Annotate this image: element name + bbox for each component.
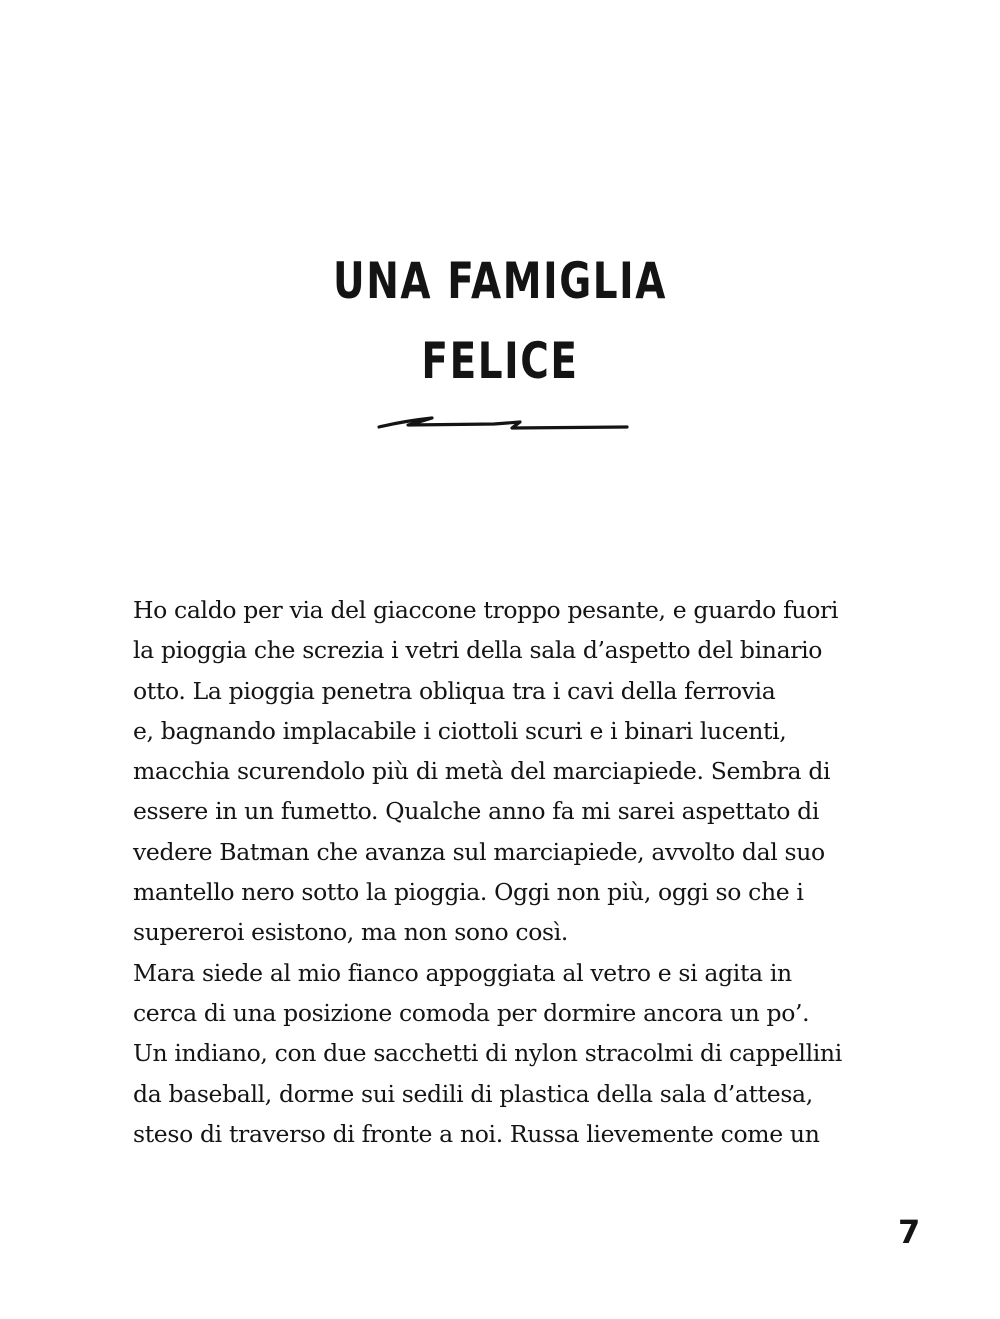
text-line: da baseball, dorme sui sedili di plastica della sala d’attesa, bbox=[133, 1079, 813, 1108]
text-line: e, bagnando implacabile i ciottoli scuri e i binari lucenti, bbox=[133, 716, 787, 745]
text-line: steso di traverso di fronte a noi. Russa lievemente come un bbox=[133, 1119, 820, 1148]
body-text bbox=[133, 590, 842, 1154]
text-line: macchia scurendolo più di metà del marciapiede. Sembra di bbox=[133, 757, 831, 786]
text-line: Ho caldo per via del giaccone troppo pesante, e guardo fuori bbox=[133, 596, 839, 624]
title-underline-stroke bbox=[374, 412, 634, 438]
text-line: vedere Batman che avanza sul marciapiede, avvolto dal suo bbox=[133, 837, 825, 866]
text-line: Mara siede al mio fianco appoggiata al vetro e si agita in bbox=[133, 958, 792, 987]
text-line: cerca di una posizione comoda per dormire ancora un po’. bbox=[133, 998, 810, 1027]
chapter-title-line-2: FELICE bbox=[421, 332, 579, 390]
page-number: 7 bbox=[898, 1213, 921, 1251]
text-line: essere in un fumetto. Qualche anno fa mi sarei aspettato di bbox=[133, 797, 820, 826]
text-line: la pioggia che screzia i vetri della sala d’aspetto del binario bbox=[133, 636, 823, 665]
text-line: otto. La pioggia penetra obliqua tra i cavi della ferrovia bbox=[133, 676, 776, 705]
chapter-title-line-1: UNA FAMIGLIA bbox=[332, 252, 668, 310]
text-line: Un indiano, con due sacchetti di nylon stracolmi di cappellini bbox=[133, 1039, 842, 1068]
text-line: mantello nero sotto la pioggia. Oggi non più, oggi so che i bbox=[133, 878, 804, 907]
text-line: supereroi esistono, ma non sono così. bbox=[133, 918, 569, 947]
